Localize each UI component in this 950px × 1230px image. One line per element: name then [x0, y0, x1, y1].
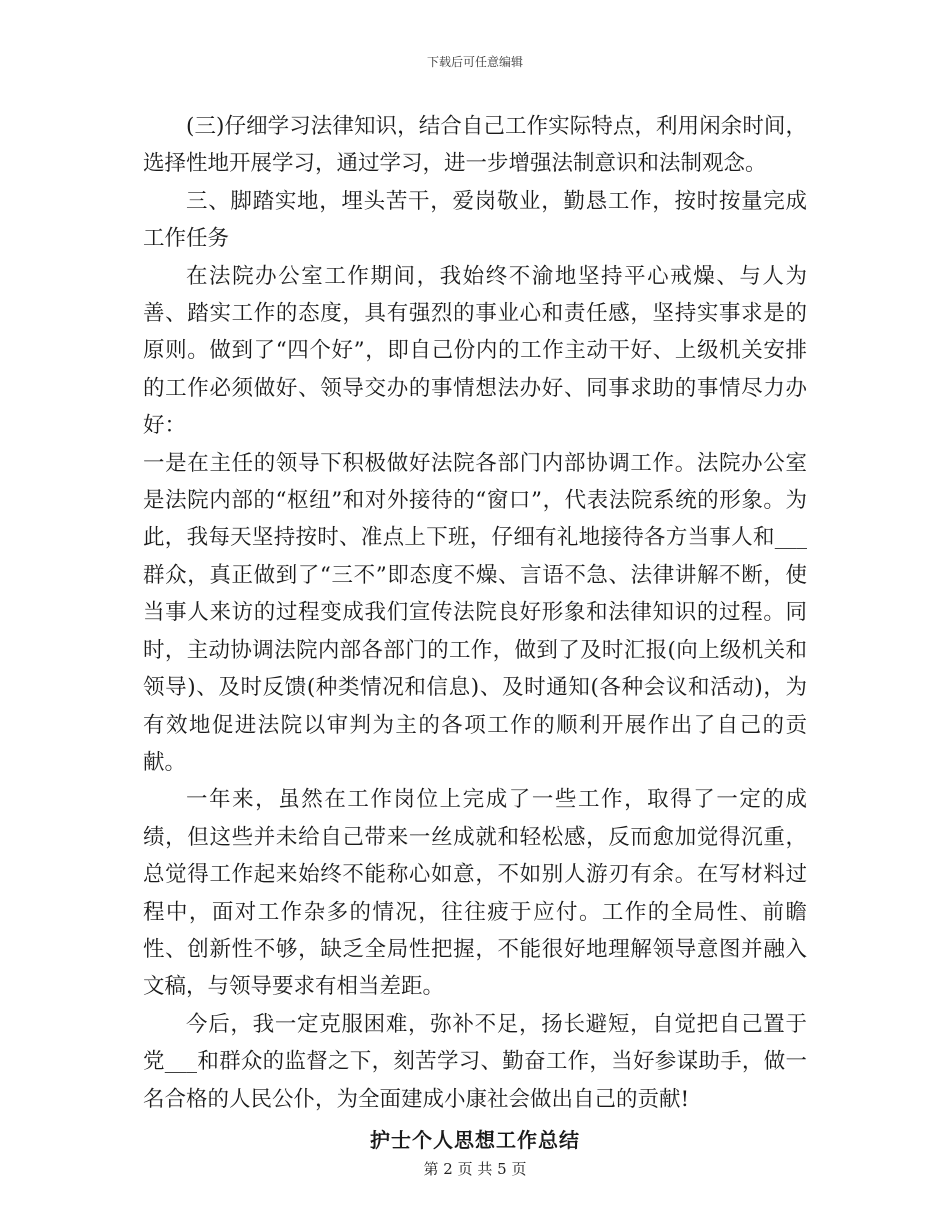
paragraph-reflection: 一年来，虽然在工作岗位上完成了一些工作，取得了一定的成绩，但这些并未给自己带来一丝成就和轻松感，反而愈加觉得沉重，总觉得工作起来始终不能称心如意，不如别人游刃有余。在写材料过程中，面对工作杂多的情况，往往疲于应付。工作的全局性、前瞻性、创新性不够，缺乏全局性把握，不能很好地理解领导意图并融入文稿，与领导要求有相当差距。: [143, 787, 807, 1000]
section-title: 护士个人思想工作总结: [370, 1127, 580, 1152]
header-note: 下载后可任意编辑: [426, 55, 523, 69]
document-body: [143, 108, 807, 1160]
page-indicator: 第 2 页 共 5 页: [423, 1160, 527, 1178]
paragraph-study-law: (三)仔细学习法律知识，结合自己工作实际特点，利用闲余时间，选择性地开展学习，通过学习，进一步增强法制意识和法制观念。: [143, 114, 807, 177]
paragraph-office-work: 在法院办公室工作期间，我始终不渝地坚持平心戒燥、与人为善、踏实工作的态度，具有强烈的事业心和责任感，坚持实事求是的原则。做到了“四个好”，即自己份内的工作主动干好、上级机关安排的工作必须做好、领导交办的事情想法办好、同事求助的事情尽力办好：: [143, 263, 807, 439]
paragraph-section-three-heading: 三、脚踏实地，埋头苦干，爱岗敬业，勤恳工作，按时按量完成工作任务: [143, 188, 807, 252]
paragraph-coordination: 一是在主任的领导下积极做好法院各部门内部协调工作。法院办公室是法院内部的“枢纽”和对外接待的“窗口”，代表法院系统的形象。为此，我每天坚持按时、准点上下班，仔细有礼地接待各方当事人和___群众，真正做到了“三不”即态度不燥、言语不急、法律讲解不断，使当事人来访的过程变成我们宣传法院良好形象和法律知识的过程。同时，主动协调法院内部各部门的工作，做到了及时汇报(向上级机关和领导)、及时反馈(种类情况和信息)、及时通知(各种会议和活动)，为有效地促进法院以审判为主的各项工作的顺利开展作出了自己的贡献。: [143, 450, 807, 775]
paragraph-future: 今后，我一定克服困难，弥补不足，扬长避短，自觉把自己置于党___和群众的监督之下，刻苦学习、勤奋工作，当好参谋助手，做一名合格的人民公仆，为全面建成小康社会做出自己的贡献!: [143, 1011, 807, 1112]
